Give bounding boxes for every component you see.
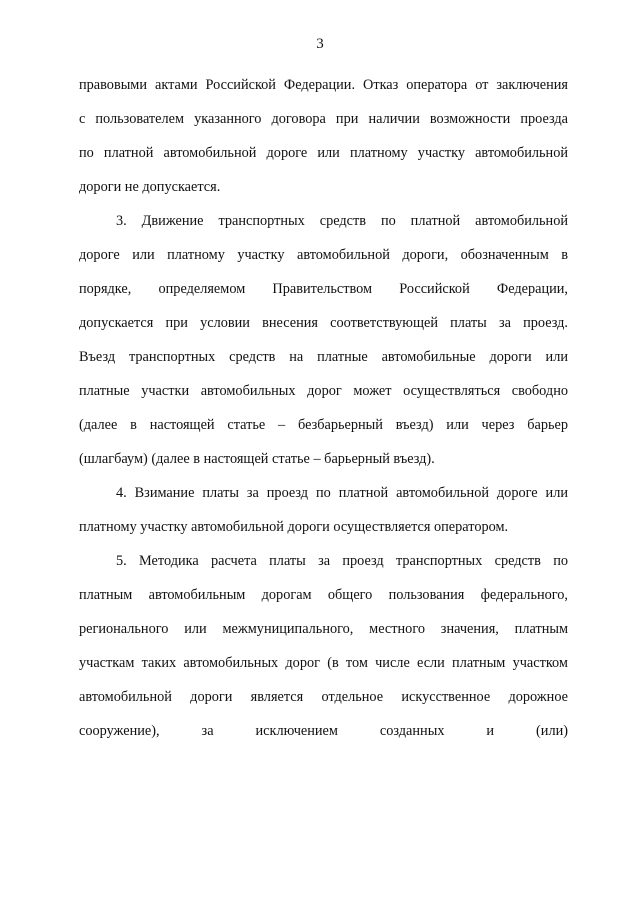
text-line: платным автомобильным дорогам общего пользования федерального, <box>79 587 568 603</box>
text-line: дороги не допускается. <box>79 179 221 195</box>
text-line: допускается при условии внесения соответствующей платы за проезд. <box>79 315 568 331</box>
text-line: правовыми актами Российской Федерации. Отказ оператора от заключения <box>79 77 568 93</box>
text-line: 5. Методика расчета платы за проезд транспортных средств по <box>116 553 568 569</box>
page-number: 3 <box>316 36 324 52</box>
text-line: с пользователем указанного договора при наличии возможности проезда <box>79 111 568 127</box>
text-line: порядке, определяемом Правительством Российской Федерации, <box>79 281 568 297</box>
text-line: 4. Взимание платы за проезд по платной автомобильной дороге или <box>116 485 568 501</box>
text-line: платные участки автомобильных дорог может осуществляться свободно <box>79 383 568 399</box>
text-line: 3. Движение транспортных средств по платной автомобильной <box>116 213 568 229</box>
text-line: (далее в настоящей статье – безбарьерный въезд) или через барьер <box>79 417 568 433</box>
text-line: по платной автомобильной дороге или платному участку автомобильной <box>79 145 568 161</box>
text-line: автомобильной дороги является отдельное искусственное дорожное <box>79 689 568 705</box>
text-line: (шлагбаум) (далее в настоящей статье – барьерный въезд). <box>79 451 435 467</box>
text-line: платному участку автомобильной дороги осуществляется оператором. <box>79 519 509 535</box>
text-line: Въезд транспортных средств на платные автомобильные дороги или <box>79 349 568 365</box>
text-line: регионального или межмуниципального, местного значения, платным <box>79 621 568 637</box>
text-line: участкам таких автомобильных дорог (в том числе если платным участком <box>79 655 568 671</box>
text-line: дороге или платному участку автомобильной дороги, обозначенным в <box>79 247 568 263</box>
body-text <box>79 72 568 752</box>
text-line: сооружение), за исключением созданных и (или) <box>79 723 568 739</box>
